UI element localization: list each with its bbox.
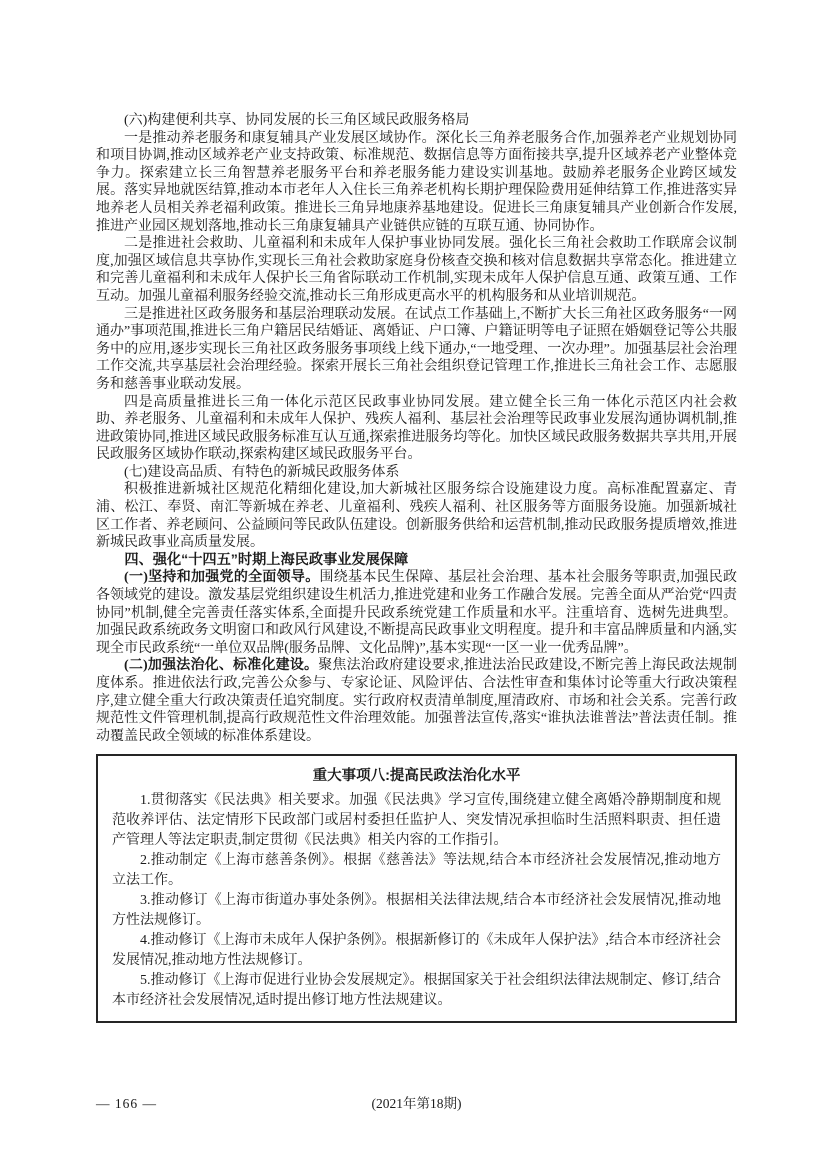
page-number: — 166 — [96,1096,157,1111]
box-item-5: 5.推动修订《上海市促进行业协会发展规定》。根据国家关于社会组织法律法规制定、修订,结合本市经济社会发展情况,适时提出修订地方性法规建议。 [112,973,721,1009]
paragraph-social-assistance: 二是推进社会救助、儿童福利和未成年人保护事业协同发展。强化长三角社会救助工作联席会议制度,加强区域信息共享协作,实现长三角社会救助家庭身份核查交换和核对信息数据共享常态化。推进建立和完善儿童福利和未成年人保护长三角省际联动工作机制,实现未成年人保护信息互通、政策互通、工作互动。加强儿童福利服务经验交流,推动长三角形成更高水平的机构服务和从业培训规范。 [96,236,737,304]
box-title: 重大事项八:提高民政法治化水平 [312,768,521,785]
box-item-2: 2.推动制定《上海市慈善条例》。根据《慈善法》等法规,结合本市经济社会发展情况,推动地方立法工作。 [112,853,721,889]
box-item-3: 3.推动修订《上海市街道办事处条例》。根据相关法律法规,结合本市经济社会发展情况,推动地方性法规修订。 [112,893,721,929]
paragraph-lead-1: (一)坚持和加强党的全面领导。 [124,570,320,586]
box-item-4: 4.推动修订《上海市未成年人保护条例》。根据新修订的《未成年人保护法》,结合本市经济社会发展情况,推动地方性法规修订。 [112,933,721,969]
paragraph-lead-2: (二)加强法治化、标准化建设。 [124,658,319,674]
paragraph-rule-of-law [96,657,737,745]
box-item-1: 1.贯彻落实《民法典》相关要求。加强《民法典》学习宣传,围绕建立健全离婚冷静期制度和规范收养评估、法定情形下民政部门或居村委担任监护人、突发情况承担临时生活照料职责、担任遗产管理人等法定职责,制定贯彻《民法典》相关内容的工作指引。 [112,793,721,849]
major-item-box [96,754,737,1023]
paragraph-community-services: 三是推进社区政务服务和基层治理联动发展。在试点工作基础上,不断扩大长三角社区政务服务“一网通办”事项范围,推进长三角户籍居民结婚证、离婚证、户口簿、户籍证明等电子证照在婚姻登记等公共服务中的应用,逐步实现长三角社区政务服务事项线上线下通办,“一地受理、一次办理”。加强基层社会治理工作交流,共享基层社会治理经验。探索开展长三角社会组织登记管理工作,推进长三角社会工作、志愿服务和慈善事业联动发展。 [96,306,737,392]
paragraph-demonstration-zone: 四是高质量推进长三角一体化示范区民政事业协同发展。建立健全长三角一体化示范区内社会救助、养老服务、儿童福利和未成年人保护、残疾人福利、基层社会治理等民政事业发展沟通协调机制,推进政策协同,推进区域民政服务标准互认互通,探索推进服务均等化。加快区域民政服务数据共享共用,开展民政服务区域协作联动,探索构建区域民政服务平台。 [96,394,737,463]
paragraph-party-leadership [96,569,737,657]
paragraph-regional-eldercare: 一是推动养老服务和康复辅具产业发展区域协作。深化长三角养老服务合作,加强养老产业规划协同和项目协调,推动区域养老产业支持政策、标准规范、数据信息等方面衔接共享,提升区域养老产业整体竞争力。探索建立长三角智慧养老服务平台和养老服务能力建设实训基地。鼓励养老服务企业跨区域发展。落实异地就医结算,推动本市老年人入住长三角养老机构长期护理保险费用延伸结算工作,推进落实异地养老人员相关养老福利政策。推进长三角异地康养基地建设。促进长三角康复辅具产业创新合作发展,推进产业园区规划落地,推动长三角康复辅具产业链供应链的互联互通、协同协作。 [96,130,737,234]
paragraph-text-2: 聚焦法治政府建设要求,推进法治民政建设,不断完善上海民政法规制度体系。推进依法行政,完善公众参与、专家论证、风险评估、合法性审查和集体讨论等重大行政决策程序,建立健全重大行政决策责任追究制度。实行政府权责清单制度,厘清政府、市场和社会关系。完善行政规范性文件管理机制,提高行政规范性文件治理效能。加强普法宣传,落实“谁执法谁普法”普法责任制。推动覆盖民政全领域的标准体系建设。 [96,658,737,744]
chapter-heading-4: 四、强化“十四五”时期上海民政事业发展保障 [124,551,409,568]
document-body [96,112,737,1023]
section-heading-7: (七)建设高品质、有特色的新城民政服务体系 [124,464,400,480]
paragraph-text-1: 围绕基本民生保障、基层社会治理、基本社会服务等职责,加强民政各领域党的建设。激发基层党组织建设生机活力,推进党建和业务工作融合发展。完善全面从严治党“四责协同”机制,健全完善责任落实体系,全面提升民政系统党建工作质量和水平。注重培育、选树先进典型。加强民政系统政务文明窗口和政风行风建设,不断提高民政事业文明程度。提升和丰富品牌质量和内涵,实现全市民政系统“一单位双品牌(服务品牌、文化品牌)”,基本实现“一区一业一优秀品牌”。 [96,570,738,656]
page-footer [96,1094,737,1114]
section-heading-6: (六)构建便利共享、协同发展的长三角区域民政服务格局 [124,113,470,128]
issue-label: (2021年第18期) [371,1096,462,1111]
paragraph-new-city: 积极推进新城社区规范化精细化建设,加大新城社区服务综合设施建设力度。高标准配置嘉定、青浦、松江、奉贤、南汇等新城在养老、儿童福利、残疾人福利、社区服务等方面服务设施。加强新城社区工作者、养老顾问、公益顾问等民政队伍建设。创新服务供给和运营机制,推动民政服务提质增效,推进新城民政事业高质量发展。 [96,482,737,551]
